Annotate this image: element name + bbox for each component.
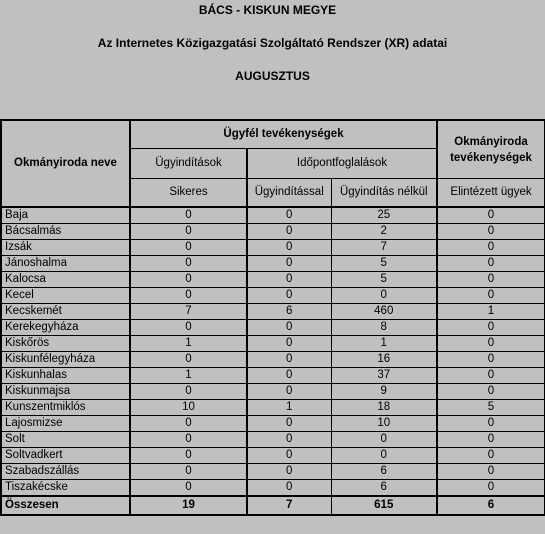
table-row (1, 432, 545, 448)
without-case-cell: 5 (331, 256, 437, 272)
office-name-cell: Jánoshalma (1, 256, 130, 272)
without-case-cell: 7 (331, 240, 437, 256)
successful-cell: 0 (130, 240, 247, 256)
office-name-cell: Baja (1, 207, 130, 224)
total-row (1, 496, 545, 515)
total-with-case: 7 (247, 496, 331, 515)
table-row (1, 448, 545, 464)
table-row (1, 256, 545, 272)
table-row (1, 416, 545, 432)
without-case-cell: 16 (331, 352, 437, 368)
completed-cell: 0 (437, 207, 545, 224)
successful-cell: 0 (130, 432, 247, 448)
total-completed: 6 (437, 496, 545, 515)
without-case-cell: 0 (331, 448, 437, 464)
report-header (0, 0, 545, 119)
with-case-cell: 0 (247, 368, 331, 384)
without-case-cell: 18 (331, 400, 437, 416)
table-row (1, 240, 545, 256)
successful-cell: 0 (130, 480, 247, 497)
office-name-cell: Tiszakécske (1, 480, 130, 497)
without-case-cell: 1 (331, 336, 437, 352)
completed-cell: 0 (437, 448, 545, 464)
successful-cell: 0 (130, 464, 247, 480)
with-case-cell: 0 (247, 416, 331, 432)
without-case-cell: 9 (331, 384, 437, 400)
total-label: Összesen (1, 496, 130, 515)
office-name-cell: Bácsalmás (1, 224, 130, 240)
without-case-cell: 6 (331, 464, 437, 480)
successful-col-header: Sikeres (130, 179, 247, 207)
table-row (1, 272, 545, 288)
total-without-case: 615 (331, 496, 437, 515)
with-case-cell: 0 (247, 464, 331, 480)
case-start-subheader: Ügyindítások (130, 149, 247, 179)
without-case-cell: 0 (331, 432, 437, 448)
without-case-cell: 460 (331, 304, 437, 320)
office-name-cell: Lajosmizse (1, 416, 130, 432)
completed-cell: 0 (437, 272, 545, 288)
successful-cell: 0 (130, 224, 247, 240)
successful-cell: 0 (130, 256, 247, 272)
table-row (1, 320, 545, 336)
table-row (1, 304, 545, 320)
table-row (1, 336, 545, 352)
successful-cell: 1 (130, 336, 247, 352)
table-row (1, 384, 545, 400)
month-title: AUGUSZTUS (235, 69, 310, 83)
completed-cell: 0 (437, 336, 545, 352)
without-case-col-header: Ügyindítás nélkül (331, 179, 437, 207)
successful-cell: 0 (130, 272, 247, 288)
completed-cell: 0 (437, 464, 545, 480)
successful-cell: 7 (130, 304, 247, 320)
office-name-cell: Kecel (1, 288, 130, 304)
successful-cell: 10 (130, 400, 247, 416)
with-case-col-header: Ügyindítással (247, 179, 331, 207)
completed-cell: 0 (437, 320, 545, 336)
office-name-cell: Kunszentmiklós (1, 400, 130, 416)
office-activities-label: Okmányiroda tevékenységek (450, 135, 532, 164)
report-subtitle: Az Internetes Közigazgatási Szolgáltató Rendszer (XR) adatai (97, 36, 448, 50)
office-name-cell: Kecskemét (1, 304, 130, 320)
with-case-cell: 0 (247, 432, 331, 448)
successful-cell: 0 (130, 352, 247, 368)
with-case-cell: 0 (247, 384, 331, 400)
completed-cell: 1 (437, 304, 545, 320)
office-name-header: Okmányiroda neve (1, 120, 130, 207)
office-name-cell: Soltvadkert (1, 448, 130, 464)
table-row (1, 400, 545, 416)
table-row (1, 352, 545, 368)
successful-cell: 0 (130, 416, 247, 432)
without-case-cell: 25 (331, 207, 437, 224)
table-row (1, 224, 545, 240)
with-case-cell: 0 (247, 448, 331, 464)
with-case-cell: 0 (247, 336, 331, 352)
office-name-cell: Kerekegyháza (1, 320, 130, 336)
total-successful: 19 (130, 496, 247, 515)
office-name-cell: Kiskőrös (1, 336, 130, 352)
completed-cell: 0 (437, 416, 545, 432)
with-case-cell: 1 (247, 400, 331, 416)
with-case-cell: 0 (247, 240, 331, 256)
office-name-cell: Szabadszállás (1, 464, 130, 480)
completed-cell: 0 (437, 480, 545, 497)
completed-col-header: Elintézett ügyek (437, 179, 545, 207)
without-case-cell: 6 (331, 480, 437, 497)
table-row (1, 288, 545, 304)
table-row (1, 207, 545, 224)
office-name-cell: Izsák (1, 240, 130, 256)
completed-cell: 0 (437, 384, 545, 400)
completed-cell: 0 (437, 368, 545, 384)
without-case-cell: 2 (331, 224, 437, 240)
completed-cell: 0 (437, 240, 545, 256)
completed-cell: 0 (437, 224, 545, 240)
with-case-cell: 6 (247, 304, 331, 320)
without-case-cell: 5 (331, 272, 437, 288)
completed-cell: 0 (437, 288, 545, 304)
office-name-cell: Kiskunmajsa (1, 384, 130, 400)
completed-cell: 0 (437, 352, 545, 368)
office-name-cell: Kiskunfélegyháza (1, 352, 130, 368)
with-case-cell: 0 (247, 352, 331, 368)
office-name-cell: Kiskunhalas (1, 368, 130, 384)
successful-cell: 0 (130, 207, 247, 224)
successful-cell: 0 (130, 288, 247, 304)
table-row (1, 464, 545, 480)
successful-cell: 0 (130, 384, 247, 400)
without-case-cell: 37 (331, 368, 437, 384)
statistics-table (0, 119, 545, 516)
office-name-cell: Kalocsa (1, 272, 130, 288)
successful-cell: 0 (130, 448, 247, 464)
office-activities-header (437, 120, 545, 179)
county-title: BÁCS - KISKUN MEGYE (198, 3, 337, 17)
with-case-cell: 0 (247, 288, 331, 304)
successful-cell: 0 (130, 320, 247, 336)
completed-cell: 0 (437, 432, 545, 448)
table-row (1, 480, 545, 497)
table-row (1, 368, 545, 384)
without-case-cell: 8 (331, 320, 437, 336)
with-case-cell: 0 (247, 256, 331, 272)
without-case-cell: 10 (331, 416, 437, 432)
completed-cell: 5 (437, 400, 545, 416)
with-case-cell: 0 (247, 224, 331, 240)
with-case-cell: 0 (247, 320, 331, 336)
without-case-cell: 0 (331, 288, 437, 304)
appointments-subheader: Időpontfoglalások (247, 149, 437, 179)
successful-cell: 1 (130, 368, 247, 384)
with-case-cell: 0 (247, 207, 331, 224)
client-activities-header: Ügyfél tevékenységek (130, 120, 437, 149)
completed-cell: 0 (437, 256, 545, 272)
with-case-cell: 0 (247, 480, 331, 497)
office-name-cell: Solt (1, 432, 130, 448)
with-case-cell: 0 (247, 272, 331, 288)
